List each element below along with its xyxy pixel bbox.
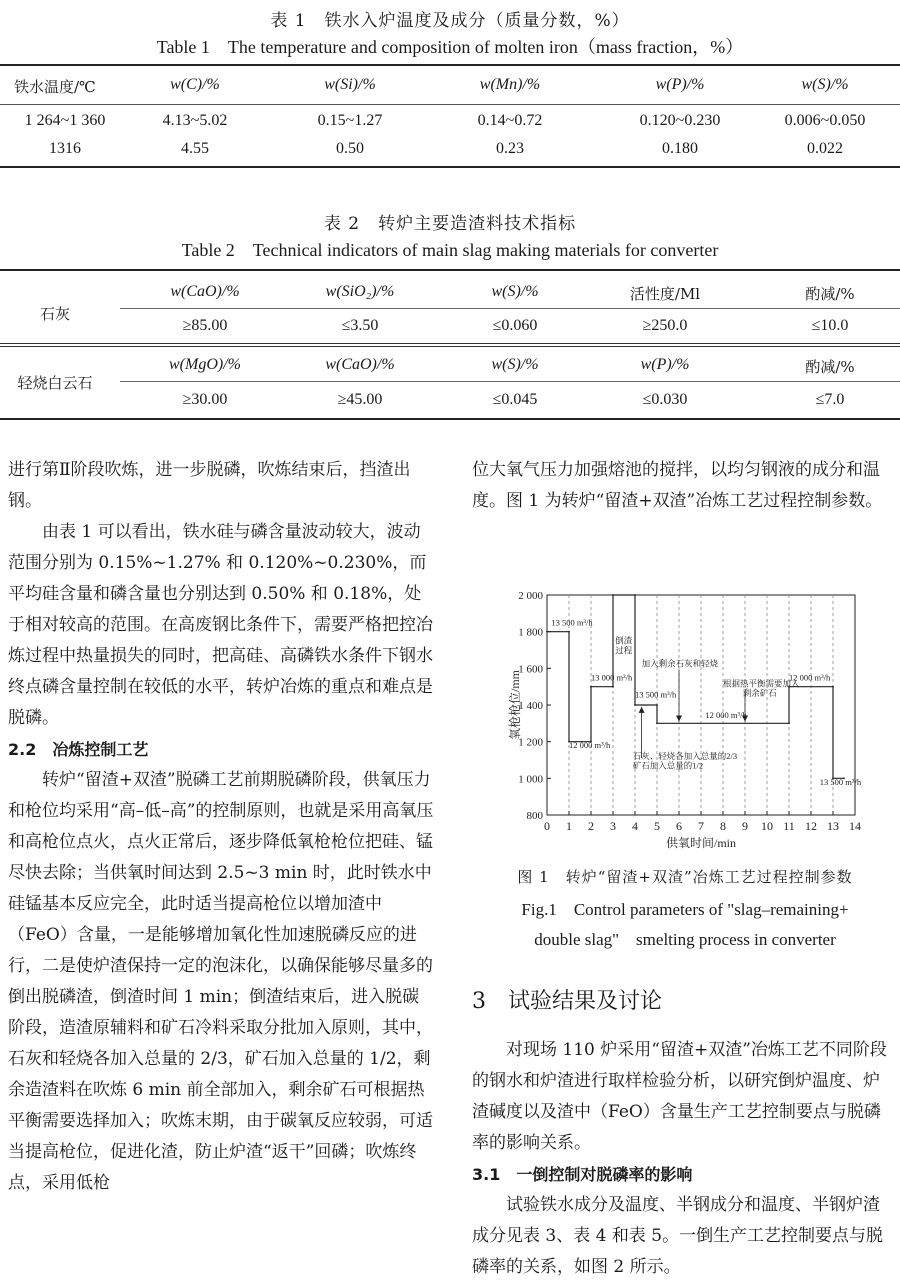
x-tick-label: 10 bbox=[761, 819, 773, 833]
table1-cell: 0.14~0.72 bbox=[477, 112, 543, 129]
table1-cell: 1316 bbox=[49, 140, 81, 157]
table1-cell: 0.120~0.230 bbox=[639, 112, 721, 129]
series-point bbox=[634, 704, 636, 706]
table1-cell: 0.50 bbox=[336, 140, 364, 157]
table1-caption-cn: 表 1 铁水入炉温度及成分（质量分数，%） bbox=[270, 11, 630, 31]
table1-cell: 0.180 bbox=[662, 140, 698, 157]
y-tick-label: 800 bbox=[526, 810, 543, 822]
y-tick-label: 1 200 bbox=[518, 736, 543, 749]
table1-header: w(C)/% bbox=[170, 76, 220, 93]
figure1-chart bbox=[505, 585, 865, 855]
table2-cell: ≥30.00 bbox=[182, 391, 228, 408]
annotation-label: 过程 bbox=[615, 645, 633, 656]
paragraph: 转炉“留渣+双渣”脱磷工艺前期脱磷阶段，供氧压力和枪位均采用“高–低–高”的控制原则，也就是采用高氧压和高枪位点火，点火正常后，逐步降低氧枪枪位把硅、锰尽快去除；当供氧时间达到 2.5~3 min 时，此时铁水中硅锰基本反应完全，此时适当提高枪位以增加渣中（FeO）含量，一是能够增加氧化性加速脱磷反应的进行，二是使炉渣保持一定的泡沫化，以确保能够尽量多的倒出脱磷渣，倒渣时间 1 min；倒渣结束后，进入脱碳阶段，造渣原辅料和矿石冷料采取分批加入原则，其中，石灰和轻烧各加入总量的 2/3，矿石加入总量的 1/2，剩余造渣料在吹炼 6 min 前全部加入，剩余矿石可根据热平衡需要选择加入；吹炼末期，由于碳氧反应较弱，可适当提高枪位，促进化渣，防止炉渣“返干”回磷；吹炼终点，采用低枪 bbox=[8, 770, 434, 1193]
table1-header-rule bbox=[0, 104, 900, 105]
table2-header: w(S)/% bbox=[491, 283, 539, 300]
x-tick-label: 12 bbox=[805, 819, 817, 833]
table2-group-name: 轻烧白云石 bbox=[17, 374, 93, 392]
table2-bottom-rule bbox=[0, 418, 900, 420]
x-tick-label: 6 bbox=[676, 819, 682, 833]
x-tick-label: 0 bbox=[544, 819, 550, 833]
annotation-label: 根据热平衡需要加入 bbox=[723, 678, 800, 689]
table2-header: 活性度/Ml bbox=[629, 285, 701, 303]
annotation-label: 石灰、轻烧各加入总量的2/3 bbox=[632, 751, 738, 762]
section-heading: 3.1 一倒控制对脱磷率的影响 bbox=[472, 1165, 693, 1184]
table2-header: w(S)/% bbox=[491, 356, 539, 373]
annotation-label: 加入剩余石灰和轻烧 bbox=[641, 658, 719, 669]
series-point bbox=[568, 631, 570, 633]
x-tick-label: 8 bbox=[720, 819, 726, 833]
x-tick-label: 1 bbox=[566, 819, 572, 833]
figure1-caption-en-1: Fig.1 Control parameters of "slag–remaining+ bbox=[521, 900, 849, 919]
table2-cell: ≤10.0 bbox=[811, 317, 849, 334]
figure1-caption-cn: 图 1 转炉“留渣+双渣”冶炼工艺过程控制参数 bbox=[517, 868, 853, 886]
table2-cell: ≤0.030 bbox=[642, 391, 688, 408]
x-tick-label: 9 bbox=[742, 819, 748, 833]
table2-header: w(P)/% bbox=[640, 356, 690, 373]
x-tick-label: 13 bbox=[827, 819, 839, 833]
x-tick-label: 14 bbox=[849, 819, 861, 833]
paragraph: 对现场 110 炉采用“留渣+双渣”冶炼工艺不同阶段的钢水和炉渣进行取样检验分析，以研究倒炉温度、炉渣碱度以及渣中（FeO）含量生产工艺控制要点与脱磷率的影响关系。 bbox=[472, 1040, 887, 1153]
y-tick-label: 1 600 bbox=[518, 663, 543, 676]
table1-bottom-rule bbox=[0, 166, 900, 168]
table2-header: 酌减/% bbox=[805, 285, 855, 303]
annotation-label: 13 500 m³/h bbox=[819, 776, 862, 787]
table2-top-rule bbox=[0, 269, 900, 271]
table1-header: 铁水温度/℃ bbox=[14, 78, 96, 96]
series-point bbox=[656, 722, 658, 724]
x-tick-label: 11 bbox=[783, 819, 795, 833]
annotation-arrowhead bbox=[676, 716, 682, 722]
table2-group-rule-2 bbox=[0, 346, 900, 347]
table1-cell: 4.55 bbox=[181, 140, 209, 157]
series-point bbox=[546, 631, 548, 633]
y-axis-label: 氧枪枪位/mm bbox=[508, 669, 522, 741]
series-point bbox=[612, 686, 614, 688]
section-heading: 2.2 冶炼控制工艺 bbox=[8, 740, 149, 759]
figure1-caption-en-2: double slag" smelting process in converter bbox=[534, 930, 836, 949]
table2-inner-rule bbox=[120, 381, 900, 382]
paragraph: 由表 1 可以看出，铁水硅与磷含量波动较大，波动范围分别为 0.15%~1.27% 和 0.120%~0.230%，而平均硅含量和磷含量也分别达到 0.50% 和 0.18%，处于相对较高的范围。在高废钢比条件下，需要严格把控冶炼过程中热量损失的同时，把高硅、高磷铁水条件下钢水终点磷含量控制在较低的水平，转炉冶炼的重点和难点是脱磷。 bbox=[8, 522, 433, 728]
table1-top-rule bbox=[0, 64, 900, 66]
x-tick-label: 3 bbox=[610, 819, 616, 833]
table1-caption-en: Table 1 The temperature and composition of molten iron（mass fraction，%） bbox=[156, 37, 744, 57]
x-axis-label: 供氧时间/min bbox=[665, 836, 737, 850]
table2-header: w(MgO)/% bbox=[169, 356, 241, 373]
table2-inner-rule bbox=[120, 308, 900, 309]
table1-cell: 4.13~5.02 bbox=[162, 112, 228, 129]
series-point bbox=[656, 704, 658, 706]
series-point bbox=[832, 686, 834, 688]
table2-header: w(CaO)/% bbox=[170, 283, 240, 300]
annotation-label: 矿石加入总量的1/2 bbox=[632, 760, 704, 771]
series-point bbox=[612, 594, 614, 596]
table1-header: w(S)/% bbox=[801, 76, 849, 93]
table2-cell: ≥45.00 bbox=[337, 391, 383, 408]
x-tick-label: 7 bbox=[698, 819, 704, 833]
table2-cell: ≤0.045 bbox=[492, 391, 538, 408]
annotation-label: 12 000 m³/h bbox=[569, 740, 611, 751]
y-tick-label: 2 000 bbox=[518, 590, 543, 602]
annotation-label: 12 000 m³/h bbox=[789, 672, 831, 683]
table2-cell: ≤0.060 bbox=[492, 317, 538, 334]
annotation-label: 倒渣 bbox=[615, 635, 633, 646]
annotation-label: 13 000 m³/h bbox=[591, 672, 633, 683]
table1-cell: 0.022 bbox=[807, 140, 843, 157]
right-column-top bbox=[472, 455, 892, 517]
table1-cell: 1 264~1 360 bbox=[24, 112, 106, 129]
section-heading-3: 3 试验结果及讨论 bbox=[472, 989, 662, 1014]
y-tick-label: 1 400 bbox=[518, 700, 543, 712]
table2-header: w(CaO)/% bbox=[325, 356, 395, 373]
table2-group-rule bbox=[0, 343, 900, 344]
y-tick-label: 1 000 bbox=[518, 773, 543, 786]
table1-header: w(P)/% bbox=[655, 76, 705, 93]
table2-cell: ≥250.0 bbox=[642, 317, 688, 334]
table2-cell: ≥85.00 bbox=[182, 317, 228, 334]
table1-cell: 0.006~0.050 bbox=[784, 112, 866, 129]
table2-header: w(SiO₂)/% bbox=[325, 283, 395, 300]
annotation-arrowhead bbox=[639, 707, 645, 713]
series-point bbox=[788, 722, 790, 724]
x-tick-label: 2 bbox=[588, 819, 594, 833]
annotation-label: 13 500 m³/h bbox=[635, 689, 677, 700]
right-column-bottom bbox=[472, 978, 892, 1283]
annotation-label: 13 500 m³/h bbox=[551, 617, 593, 628]
left-column bbox=[8, 455, 436, 1199]
series-point bbox=[634, 594, 636, 596]
paragraph: 试验铁水成分及温度、半钢成分和温度、半钢炉渣成分见表 3、表 4 和表 5。一倒生产工艺控制要点与脱磷率的关系，如图 2 所示。 bbox=[472, 1195, 884, 1277]
table2-cell: ≤7.0 bbox=[815, 391, 845, 408]
table2-caption-en: Table 2 Technical indicators of main slag making materials for converter bbox=[181, 240, 719, 260]
paragraph: 进行第Ⅱ阶段吹炼，进一步脱磷，吹炼结束后，挡渣出钢。 bbox=[8, 460, 411, 511]
table1-header: w(Si)/% bbox=[324, 76, 376, 93]
table2-group-name: 石灰 bbox=[39, 305, 70, 323]
table2-caption-cn: 表 2 转炉主要造渣料技术指标 bbox=[323, 214, 577, 234]
y-tick-label: 1 800 bbox=[518, 626, 543, 639]
annotation-label: 剩余矿石 bbox=[742, 687, 777, 698]
annotation-label: 12 000 m³/h bbox=[705, 709, 747, 720]
paragraph: 位大氧气压力加强熔池的搅拌，以均匀钢液的成分和温度。图 1 为转炉“留渣+双渣”冶炼工艺过程控制参数。 bbox=[472, 460, 883, 511]
table1-cell: 0.23 bbox=[496, 140, 524, 157]
table2-header: 酌减/% bbox=[805, 358, 855, 376]
series-point bbox=[590, 686, 592, 688]
table1-header: w(Mn)/% bbox=[479, 76, 541, 93]
table1-cell: 0.15~1.27 bbox=[317, 112, 383, 129]
x-tick-label: 5 bbox=[654, 819, 660, 833]
table2-cell: ≤3.50 bbox=[341, 317, 379, 334]
x-tick-label: 4 bbox=[632, 819, 638, 833]
